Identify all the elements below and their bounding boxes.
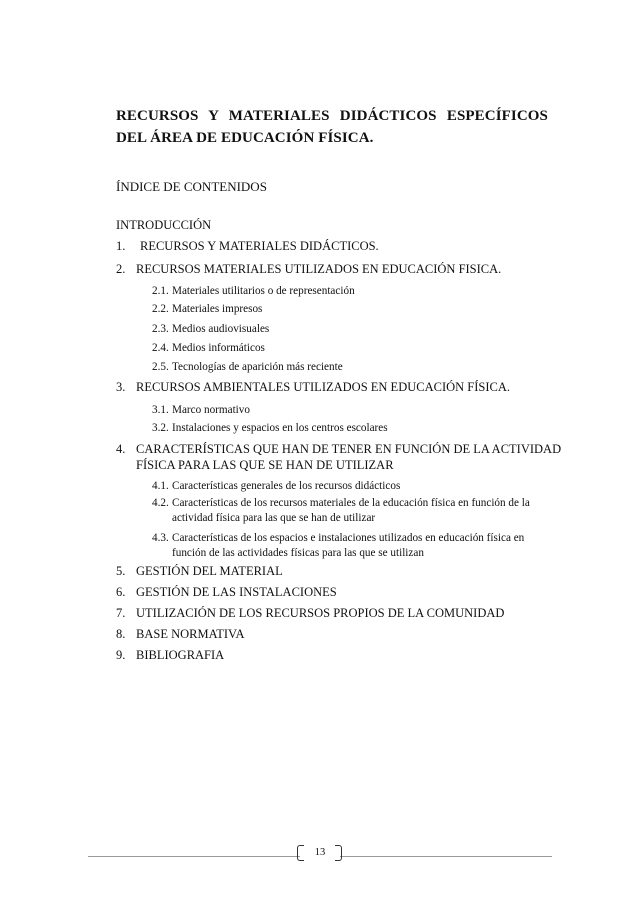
toc-subitem-text: Tecnologías de aparición más reciente: [172, 361, 343, 373]
toc-subitem-number: 2.4.: [152, 342, 169, 354]
toc-item-text: GESTIÓN DEL MATERIAL: [136, 564, 283, 578]
index-heading: ÍNDICE DE CONTENIDOS: [116, 179, 267, 194]
toc-item-number: 8.: [116, 627, 126, 641]
toc-subitem-text: Medios audiovisuales: [172, 323, 270, 335]
toc-item-text: GESTIÓN DE LAS INSTALACIONES: [136, 585, 337, 599]
toc-subitem-text: Características generales de los recursos didácticos: [172, 480, 401, 492]
toc-subitem-text: Marco normativo: [172, 404, 250, 416]
toc-introduction: INTRODUCCIÓN: [116, 218, 212, 232]
toc-subitem-text: función de las actividades físicas para las que se utilizan: [172, 547, 424, 559]
toc-subitem-text: actividad física para las que se han de utilizar: [172, 512, 376, 524]
toc-subitem-number: 2.3.: [152, 323, 169, 335]
toc-item-number: 4.: [116, 442, 126, 456]
page-number: 13: [300, 847, 340, 858]
toc-subitem-number: 4.3.: [152, 532, 169, 544]
toc-item-text: BASE NORMATIVA: [136, 627, 245, 641]
toc-item-text: UTILIZACIÓN DE LOS RECURSOS PROPIOS DE LA COMUNIDAD: [136, 606, 505, 620]
toc-subitem-number: 4.2.: [152, 497, 169, 509]
toc-subitem-text: Materiales utilitarios o de representación: [172, 285, 355, 297]
toc-subitem-text: Características de los recursos materiales de la educación física en función de la: [172, 497, 530, 509]
toc-subitem-number: 3.1.: [152, 404, 169, 416]
toc-item-text: CARACTERÍSTICAS QUE HAN DE TENER EN FUNCIÓN DE LA ACTIVIDAD: [136, 442, 562, 456]
toc-item-number: 2.: [116, 262, 126, 276]
toc-item-text: RECURSOS AMBIENTALES UTILIZADOS EN EDUCACIÓN FÍSICA.: [136, 380, 511, 394]
toc-item-text: FÍSICA PARA LAS QUE SE HAN DE UTILIZAR: [136, 458, 394, 472]
toc-subitem-text: Instalaciones y espacios en los centros escolares: [172, 422, 388, 434]
toc-item-number: 1.: [116, 239, 126, 253]
toc-subitem-text: Medios informáticos: [172, 342, 265, 354]
toc-item-number: 9.: [116, 648, 126, 662]
toc-subitem-number: 4.1.: [152, 480, 169, 492]
toc-item-number: 5.: [116, 564, 126, 578]
toc-subitem-number: 2.2.: [152, 303, 169, 315]
toc-subitem-number: 2.5.: [152, 361, 169, 373]
toc-subitem-text: Características de los espacios e instalaciones utilizados en educación física en: [172, 532, 525, 544]
document-title: RECURSOS Y MATERIALES DIDÁCTICOS ESPECÍFICOS DEL ÁREA DE EDUCACIÓN FÍSICA.: [116, 108, 548, 146]
toc-item-number: 7.: [116, 606, 126, 620]
toc-item-text: RECURSOS Y MATERIALES DIDÁCTICOS.: [140, 239, 379, 253]
toc-subitem-text: Materiales impresos: [172, 303, 263, 315]
toc-item-text: BIBLIOGRAFIA: [136, 648, 225, 662]
toc-item-text: RECURSOS MATERIALES UTILIZADOS EN EDUCACIÓN FISICA.: [136, 262, 502, 276]
toc-item-number: 6.: [116, 585, 126, 599]
toc-subitem-number: 2.1.: [152, 285, 169, 297]
toc-item-number: 3.: [116, 380, 126, 394]
toc-subitem-number: 3.2.: [152, 422, 169, 434]
